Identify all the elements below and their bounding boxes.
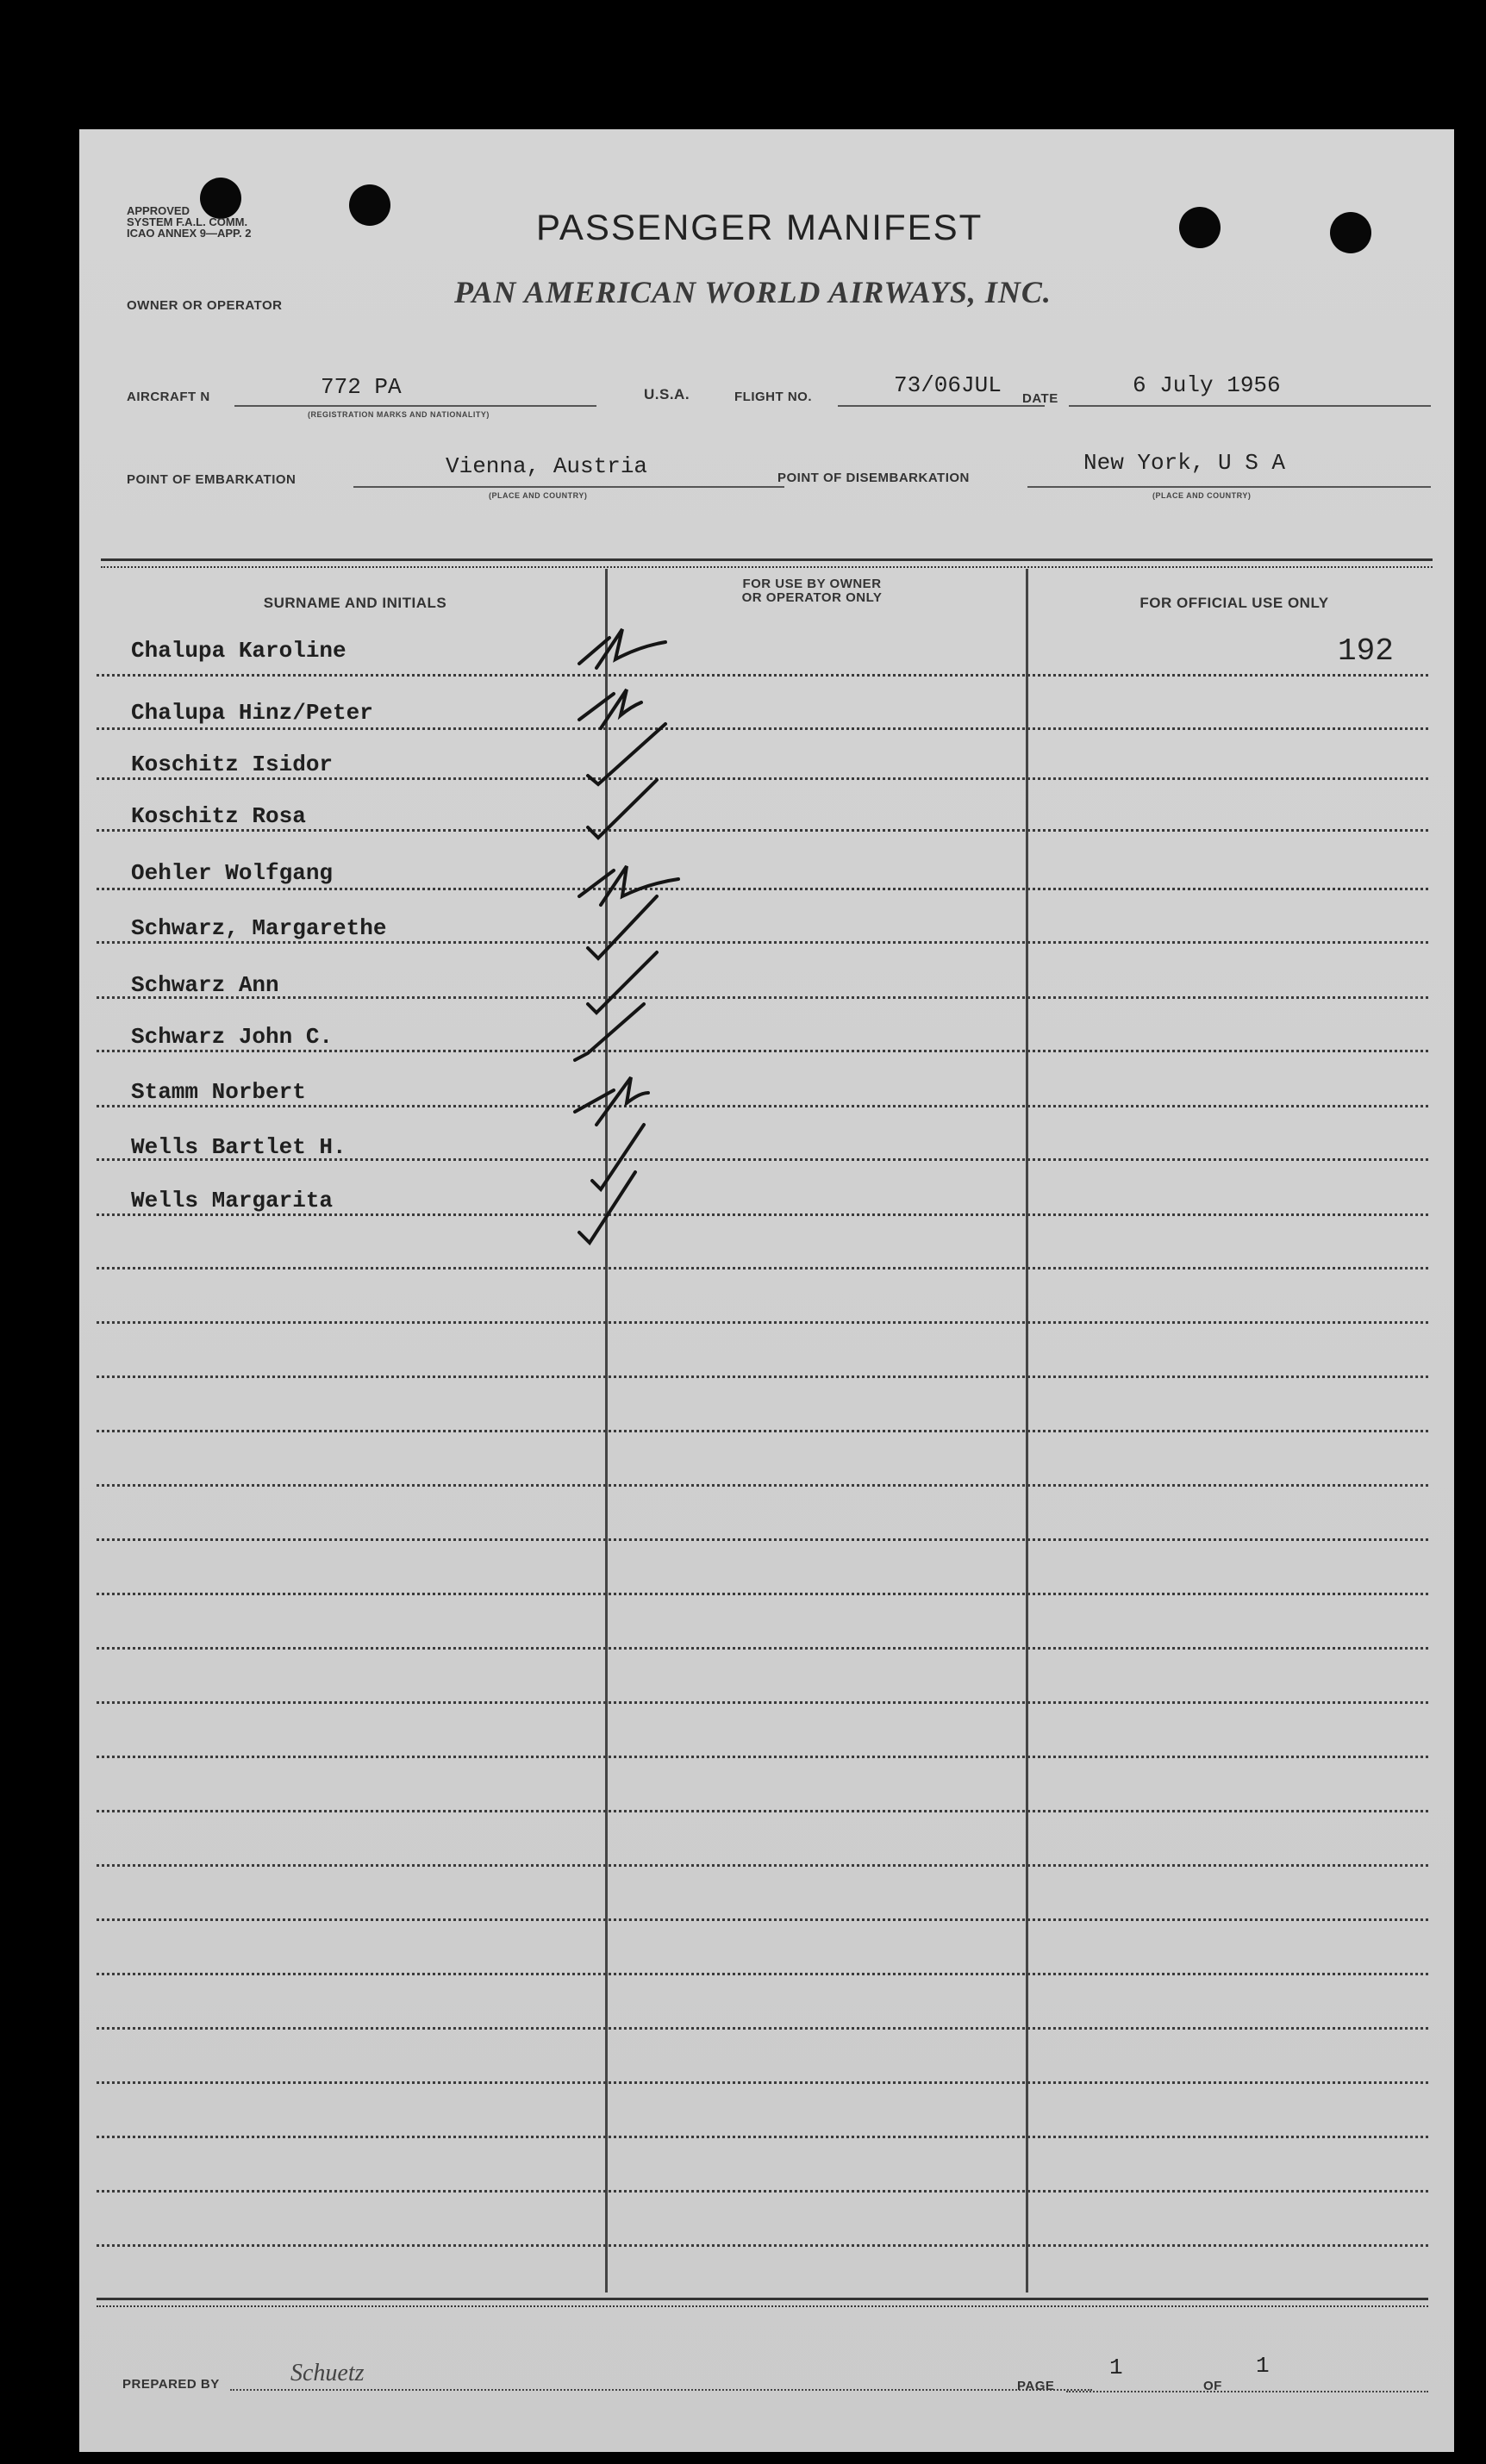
official-number: 192: [1338, 633, 1394, 669]
table-bottom-rule: [97, 2298, 1428, 2300]
usa-label: U.S.A.: [644, 386, 690, 402]
registration-caption: (REGISTRATION MARKS AND NATIONALITY): [308, 410, 490, 419]
passenger-name: Schwarz, Margarethe: [131, 915, 387, 941]
header-owner-use-line: FOR USE BY OWNER: [742, 577, 882, 591]
punch-hole: [1179, 207, 1221, 248]
passenger-name: Wells Margarita: [131, 1188, 334, 1213]
aircraft-label: AIRCRAFT N: [127, 390, 210, 404]
form-title: PASSENGER MANIFEST: [536, 207, 983, 247]
row-line: [97, 1647, 1428, 1650]
of-label: OF: [1203, 2379, 1222, 2393]
approval-block: [127, 205, 252, 239]
header-official: FOR OFFICIAL USE ONLY: [1139, 595, 1329, 611]
page-number: 1: [1109, 2355, 1123, 2380]
row-line: [97, 1864, 1428, 1867]
row-line: [97, 1918, 1428, 1921]
passenger-name: Stamm Norbert: [131, 1079, 306, 1105]
row-line: [97, 1701, 1428, 1704]
aircraft-underline: [234, 405, 596, 407]
punch-hole: [349, 184, 390, 226]
disembarkation-label: POINT OF DISEMBARKATION: [777, 471, 970, 485]
flight-underline: [838, 405, 1045, 407]
row-line: [97, 2027, 1428, 2030]
check-mark-icon: [575, 629, 678, 1243]
passenger-name: Koschitz Isidor: [131, 752, 334, 777]
punch-hole: [1330, 212, 1371, 253]
manifest-page: [79, 129, 1454, 2452]
embarkation-value: Vienna, Austria: [446, 453, 648, 479]
row-line: [97, 1593, 1428, 1595]
disembarkation-underline: [1027, 486, 1431, 488]
row-line: [97, 2244, 1428, 2247]
header-owner-use-line: OR OPERATOR ONLY: [741, 590, 883, 605]
page-total: 1: [1256, 2353, 1270, 2379]
disembarkation-caption: (PLACE AND COUNTRY): [1152, 491, 1252, 500]
approval-line: SYSTEM F.A.L. COMM.: [127, 215, 248, 228]
check-marks: [562, 621, 786, 1379]
row-line: [97, 1756, 1428, 1758]
flight-value: 73/06JUL: [894, 372, 1002, 398]
row-line: [97, 2136, 1428, 2138]
passenger-name: Oehler Wolfgang: [131, 860, 334, 886]
aircraft-value: 772 PA: [321, 374, 402, 400]
passenger-name: Schwarz Ann: [131, 972, 279, 998]
row-line: [97, 1538, 1428, 1541]
embarkation-caption: (PLACE AND COUNTRY): [489, 491, 588, 500]
page-label: PAGE: [1017, 2379, 1055, 2393]
prepared-underline: [230, 2389, 1092, 2391]
date-underline: [1069, 405, 1431, 407]
table-bottom-rule: [97, 2305, 1428, 2307]
header-owner-use: [640, 577, 984, 605]
embarkation-underline: [353, 486, 784, 488]
approval-line: APPROVED: [127, 204, 190, 217]
row-line: [97, 1973, 1428, 1975]
disembarkation-value: New York, U S A: [1083, 450, 1286, 476]
prepared-signature: Schuetz: [290, 2360, 365, 2386]
row-line: [97, 1810, 1428, 1812]
date-label: DATE: [1022, 391, 1058, 406]
owner-label: OWNER OR OPERATOR: [127, 298, 283, 313]
approval-line: ICAO ANNEX 9—APP. 2: [127, 227, 252, 240]
row-line: [97, 2190, 1428, 2193]
passenger-name: Chalupa Karoline: [131, 638, 347, 664]
passenger-name: Chalupa Hinz/Peter: [131, 700, 373, 726]
table-top-rule: [101, 558, 1433, 561]
flight-label: FLIGHT NO.: [734, 390, 812, 404]
passenger-name: Wells Bartlet H.: [131, 1134, 347, 1160]
passenger-name: Koschitz Rosa: [131, 803, 306, 829]
row-line: [97, 2081, 1428, 2084]
passenger-name: Schwarz John C.: [131, 1024, 334, 1050]
date-value: 6 July 1956: [1133, 372, 1281, 398]
page-underline: [1066, 2391, 1428, 2392]
table-top-rule: [101, 566, 1433, 568]
embarkation-label: POINT OF EMBARKATION: [127, 472, 297, 487]
header-surname: SURNAME AND INITIALS: [263, 595, 447, 611]
row-line: [97, 1430, 1428, 1432]
prepared-label: PREPARED BY: [122, 2377, 220, 2392]
operator-name: PAN AMERICAN WORLD AIRWAYS, INC.: [454, 275, 1052, 309]
row-line: [97, 1484, 1428, 1487]
